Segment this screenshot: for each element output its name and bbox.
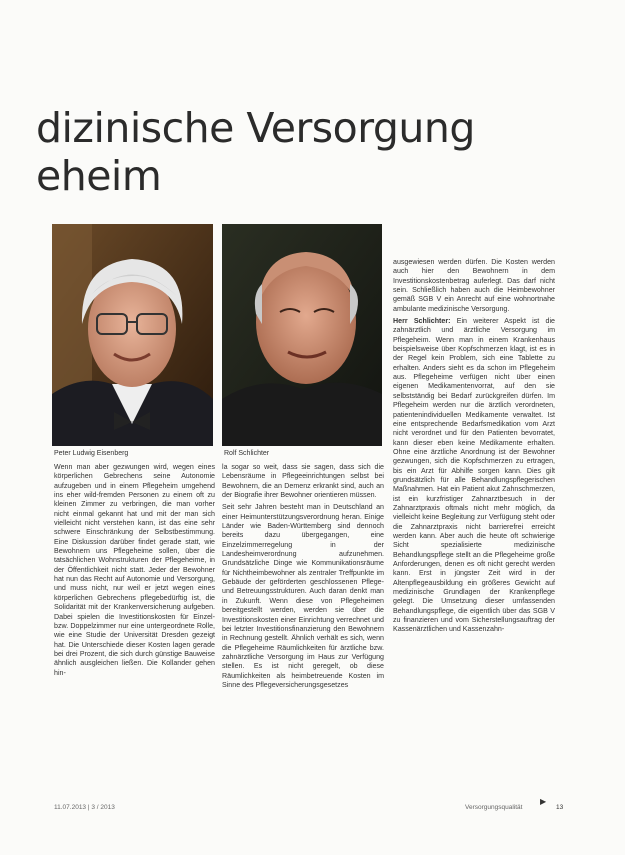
- article-column-2: [222, 463, 384, 800]
- column-3-paragraph-2-text: Ein weiterer Aspekt ist die zahnärztlich und ärztliche Versorgung im Pflegeheim. Wenn man in einem Krankenhaus beispielsweise über Kopfschmerzen klagt, ist es in der Regel kein Problem, sich eine Tablette zu erhalten. Anders sieht es da schon im Pflegeheim aus. Pflegeheime verfügen nicht über einen eigenen Medikamentenvorrat, auf den sie selbstständig bei Bedarf zurückgreifen dürfen. Im Pflegeheim werden nur die ärztlich verordneten, patientenindividuellen Medikamente verwaltet. Ist eine entsprechende Bedarfsmedikation vom Arzt nicht verordnet und für den Patienten bevorratet, kann dieser eben keine Medikamente erhalten. Ohne eine ärztliche Anordnung ist der Bewohner gezwungen, sich die Kopfschmerzen zu ertragen, bis ein Arzt für Abhilfe sorgen kann. Dies gilt grundsätzlich für alle Behandlungspflegerischen Maßnahmen. Hat ein Patient akut Zahnschmerzen, ist ein kurzfristiger Zahnarztbesuch in der Zahnarztpraxis oftmals nicht mehr möglich, da vielleicht keine Begleitung zur Verfügung steht oder die Zahnarztpraxis nicht barrierefrei erreicht werden kann. Aber auch die heute oft schwierige Sicht spezialisierte medizinische Behandlungspflege stellt an die Pflegeheime große Anforderungen, denen es oft nicht gerecht werden kann. Erst in jüngster Zeit wird in der Altenpflegeausbildung ein größeres Gewicht auf medizinische Grundlagen der Krankenpflege gelegt. Die Umsetzung dieser umfassenden Behandlungspflege, die eigentlich über das SGB V zu finanzieren und vom Sicherstellungsauftrag der Kassenärztlichen und Kassenzahn-: [393, 317, 555, 634]
- headline-line-1: dizinische Versorgung: [36, 104, 475, 152]
- headline: [36, 104, 596, 200]
- footer-left: 11.07.2013 | 3 / 2013: [54, 804, 115, 811]
- footer-section-title: Versorgungsqualität: [465, 804, 523, 811]
- column-3-paragraph-2: [393, 317, 555, 635]
- column-2-paragraph-1: la sogar so weit, dass sie sagen, dass sich die Lebensräume in Pflegeeinrichtungen selbst bei Bewohnern, die an Demenz erkrankt sind, auch an der Biografie ihrer Bewohner orientieren müssen.: [222, 463, 384, 500]
- continue-arrow-icon: ▶: [540, 797, 547, 806]
- column-2-paragraph-2: Seit sehr Jahren besteht man in Deutschland an einer Heimunterstützungsverordnung heran. Einige Länder wie Baden-Württemberg sind dennoch bereits dazu übergegangen, eine Einzelzimmerregelung in der Landesheimverordnung aufzunehmen. Grundsätzliche Dinge wie Kommunikationsräume für Nichtheimbewohner als zentraler Treffpunkte im Gebäude der geförderten geschlossenen Pflege- und Betreuungsstrukturen. Auch daran denkt man in Zukunft. Wenn diese von Pflegeheimen bereitgestellt werden, werden sie über die Investitionskosten einer Einrichtung verrechnet und bei letzter Investitionsfinanzierung den Bewohnern in Rechnung gestellt. Ähnlich verhält es sich, wenn die Pflegeheime Räumlichkeiten für ärztliche bzw. zahnärztliche Versorgung im Haus zur Verfügung stellen. Es ist nicht geregelt, ob diese Räumlichkeiten als heimbetreuende Kosten im Sinne des Pflegeversicherungsgesetzes: [222, 503, 384, 689]
- caption-right: Rolf Schlichter: [224, 450, 270, 457]
- portrait-photo-left: [52, 224, 213, 446]
- speaker-lead: Herr Schlichter:: [393, 317, 451, 326]
- headline-line-2: eheim: [36, 152, 162, 200]
- caption-left: Peter Ludwig Eisenberg: [54, 450, 129, 457]
- page-number: 13: [556, 804, 564, 811]
- column-1-paragraph: Wenn man aber gezwungen wird, wegen eines körperlichen Gebrechens seine Autonomie aufzugeben und in einem Pflegeheim umgehend ins eher wild-fremden Personen zu einem oft zu kleinen Zimmer zu verbringen, die man vorher nicht einmal gekannt hat und mit der man sich vielleicht nicht verstehen kann, ist das eine sehr schwere Einschränkung der Selbstbestimmung. Eine Diskussion darüber findet gerade statt, wie Bewohnern uns Pflegeheime sollen, über die tatsächlichen Wohnstrukturen der Pflegeheime, in der Öffentlichkeit nicht statt. Jeder der Bewohner hat nun das Recht auf Autonomie und Versorgung, und muss nicht, nur weil er jetzt wegen eines körperlichen Gebrechens pflegebedürftig ist, die Solidarität mit der Krankenversicherung aufgeben. Dabei spielen die Investitionskosten für Einzel- bzw. Doppelzimmer nur eine untergeordnete Rolle, wie eine Studie der Universität Dresden gezeigt hat. Die Unterschiede dieser Kosten lagen gerade bei drei Prozent, die sich durch günstige Bauweise ähnlich ausgleichen ließen. Die Kollander gehen hin-: [54, 463, 215, 677]
- article-column-3: [393, 258, 555, 795]
- article-column-1: [54, 463, 215, 800]
- portrait-photo-right: [222, 224, 382, 446]
- column-3-paragraph-1: ausgewiesen werden dürfen. Die Kosten werden auch hier den Bewohnern in dem Investitionskostenbetrag auferlegt. Das darf nicht sein. Schließlich haben auch die Heimbewohner gemäß SGB V ein Anrecht auf eine wohnortnahe ambulante medizinische Versorgung.: [393, 258, 555, 313]
